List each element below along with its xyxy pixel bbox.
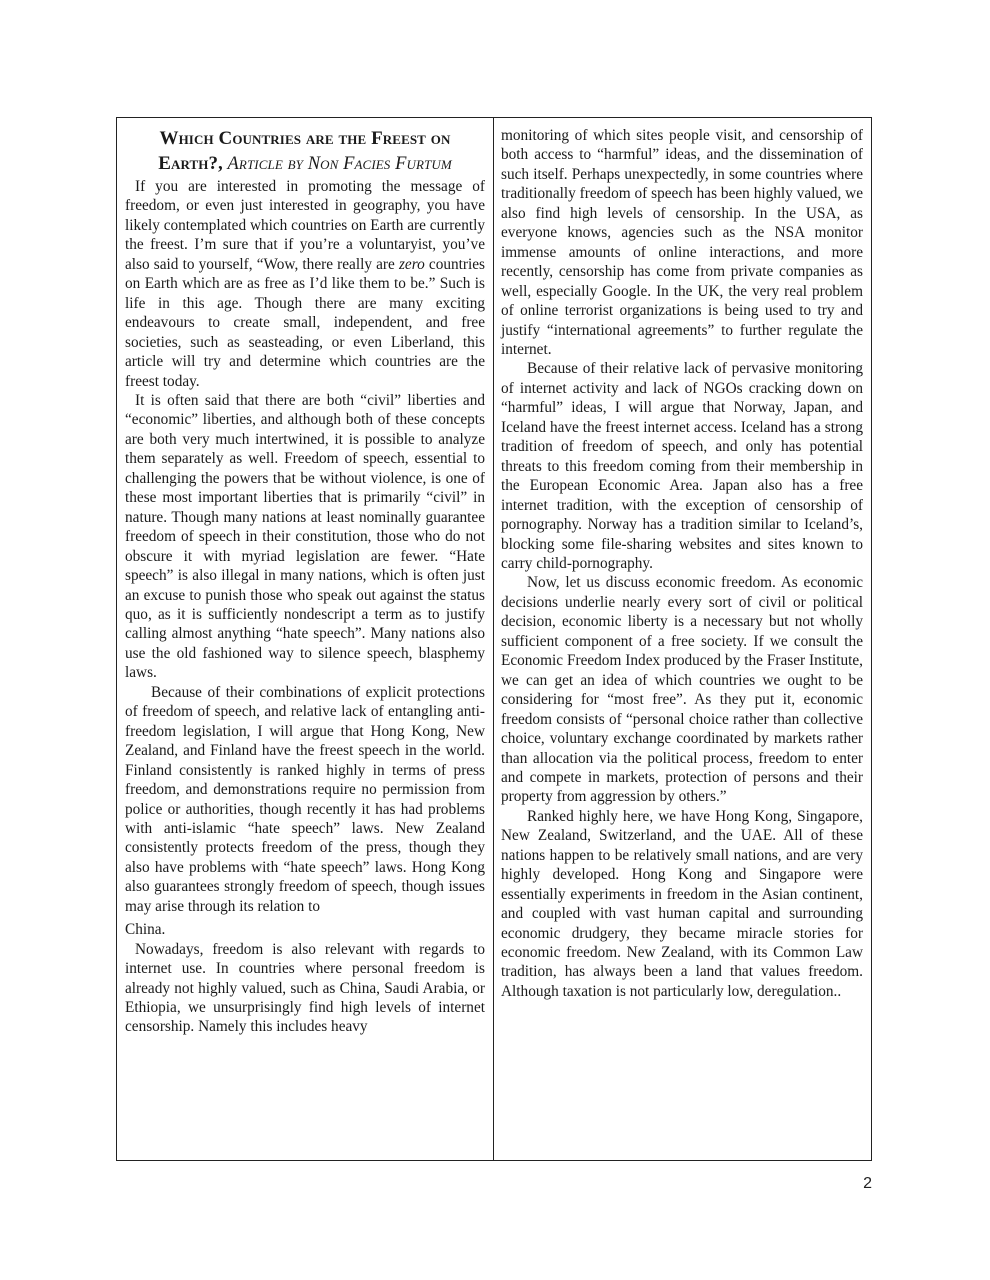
title-main: Which Countries are the Freest on Earth?, [158, 128, 451, 174]
paragraph-text: If you are interested in promoting the message of freedom, or even just interested in geography, you have likely contemplated which countries on Earth are currently the freest. I’m sure that if you’re a voluntaryist, you’ve also said to yourself, “Wow, there really are [125, 178, 485, 273]
page-number: 2 [863, 1175, 872, 1192]
paragraph [125, 177, 485, 391]
paragraph: Because of their combinations of explicit protections of freedom of speech, and relative lack of entangling anti-freedom legislation, I will argue that Hong Kong, New Zealand, and Finland have the freest speech in the world. Finland consistently is ranked highly in terms of press freedom, and demonstrations require no permission from police or authorities, though recently it has had problems with anti-islamic “hate speech” laws. New Zealand consistently protects freedom of the press, though they also have problems with “hate speech” laws. Hong Kong also guarantees strongly freedom of speech, though issues may arise through its relation to [125, 683, 485, 915]
paragraph-tail: China. [125, 921, 166, 939]
right-column [494, 118, 871, 1160]
paragraph: monitoring of which sites people visit, and censorship of both access to “harmful” ideas, and the dissemination of such itself. Perhaps unexpectedly, in some countries where traditionally freedom of speech has been highly valued, we also find high levels of censorship. In the USA, as everyone knows, agencies such as the NSA monitor immense amounts of online interactions, and more recently, censorship has come from private companies as well, especially Google. In the UK, the very real problem of online terrorist organizations is being used to try and justify “international agreements” to further regulate the internet. [501, 127, 863, 358]
left-column [117, 118, 494, 1160]
paragraph-text: countries on Earth which are as free as I’d like them to be.” Such is life in this age. Though there are many exciting endeavours to create small, independent, and free societies, such as seasteading, or even Liberland, this article will try and determine which countries are the freest today. [125, 255, 485, 390]
paragraph: It is often said that there are both “civil” liberties and “economic” liberties, and although both of these concepts are both very much intertwined, it is possible to analyze them separately as well. Freedom of speech, essential to challenging the powers that be without violence, is one of these most important liberties that is primarily “civil” in nature. Though many nations at least nominally guarantee freedom of speech in their constitution, those who do not obscure it with myriad legislation are fewer. “Hate speech” is also illegal in many nations, which is often just an excuse to punish those who speak out against the status quo, as it is sufficiently nondescript a term as to justify calling almost anything “hate speech”. Many nations also use the old fashioned way to silence speech, blasphemy laws. [125, 391, 485, 682]
paragraph: Nowadays, freedom is also relevant with regards to internet use. In countries where personal freedom is already not highly valued, such as China, Saudi Arabia, or Ethiopia, we unsurprisingly find high levels of internet censorship. Namely this includes heavy [125, 940, 485, 1036]
title-byline: Article by Non Facies Furtum [227, 154, 452, 174]
paragraph: Now, let us discuss economic freedom. As economic decisions underlie nearly every sort of civil or political decision, economic liberty is a necessary but not wholly sufficient component of a free society. If we consult the Economic Freedom Index produced by the Fraser Institute, we can get an idea of which countries we ought to be considering for “most free”. As they put it, economic freedom consists of “personal choice rather than collective choice, voluntary exchange coordinated by markets rather than allocation via the political process, freedom to enter and compete in markets, protection of persons and their property from aggression by others.” [501, 574, 863, 806]
paragraph: Because of their relative lack of pervasive monitoring of internet activity and lack of NGOs cracking down on “harmful” ideas, I will argue that Norway, Japan, and Iceland have the freest internet access. Iceland has a strong tradition of freedom of speech, and only has potential threats to this freedom coming from their membership in the European Economic Area. Japan also has a free internet tradition, with the exception of censorship of pornography. Norway has a tradition similar to Iceland’s, blocking some file-sharing websites and sites known to carry child-pornography. [501, 360, 863, 572]
article-frame [116, 117, 872, 1161]
article-title [125, 126, 485, 176]
paragraph: Ranked highly here, we have Hong Kong, Singapore, New Zealand, Switzerland, and the UAE. All of these nations happen to be relatively small nations, and are very highly developed. Hong Kong and Singapore were essentially experiments in freedom in the Asian continent, and coupled with vast human capital and surrounding economic drudgery, they became miracle stories for economic freedom. New Zealand, with its Common Law tradition, has always been a land that values freedom. Although taxation is not particularly low, deregulation.. [501, 807, 863, 1000]
emphasis-text: zero [398, 255, 425, 273]
